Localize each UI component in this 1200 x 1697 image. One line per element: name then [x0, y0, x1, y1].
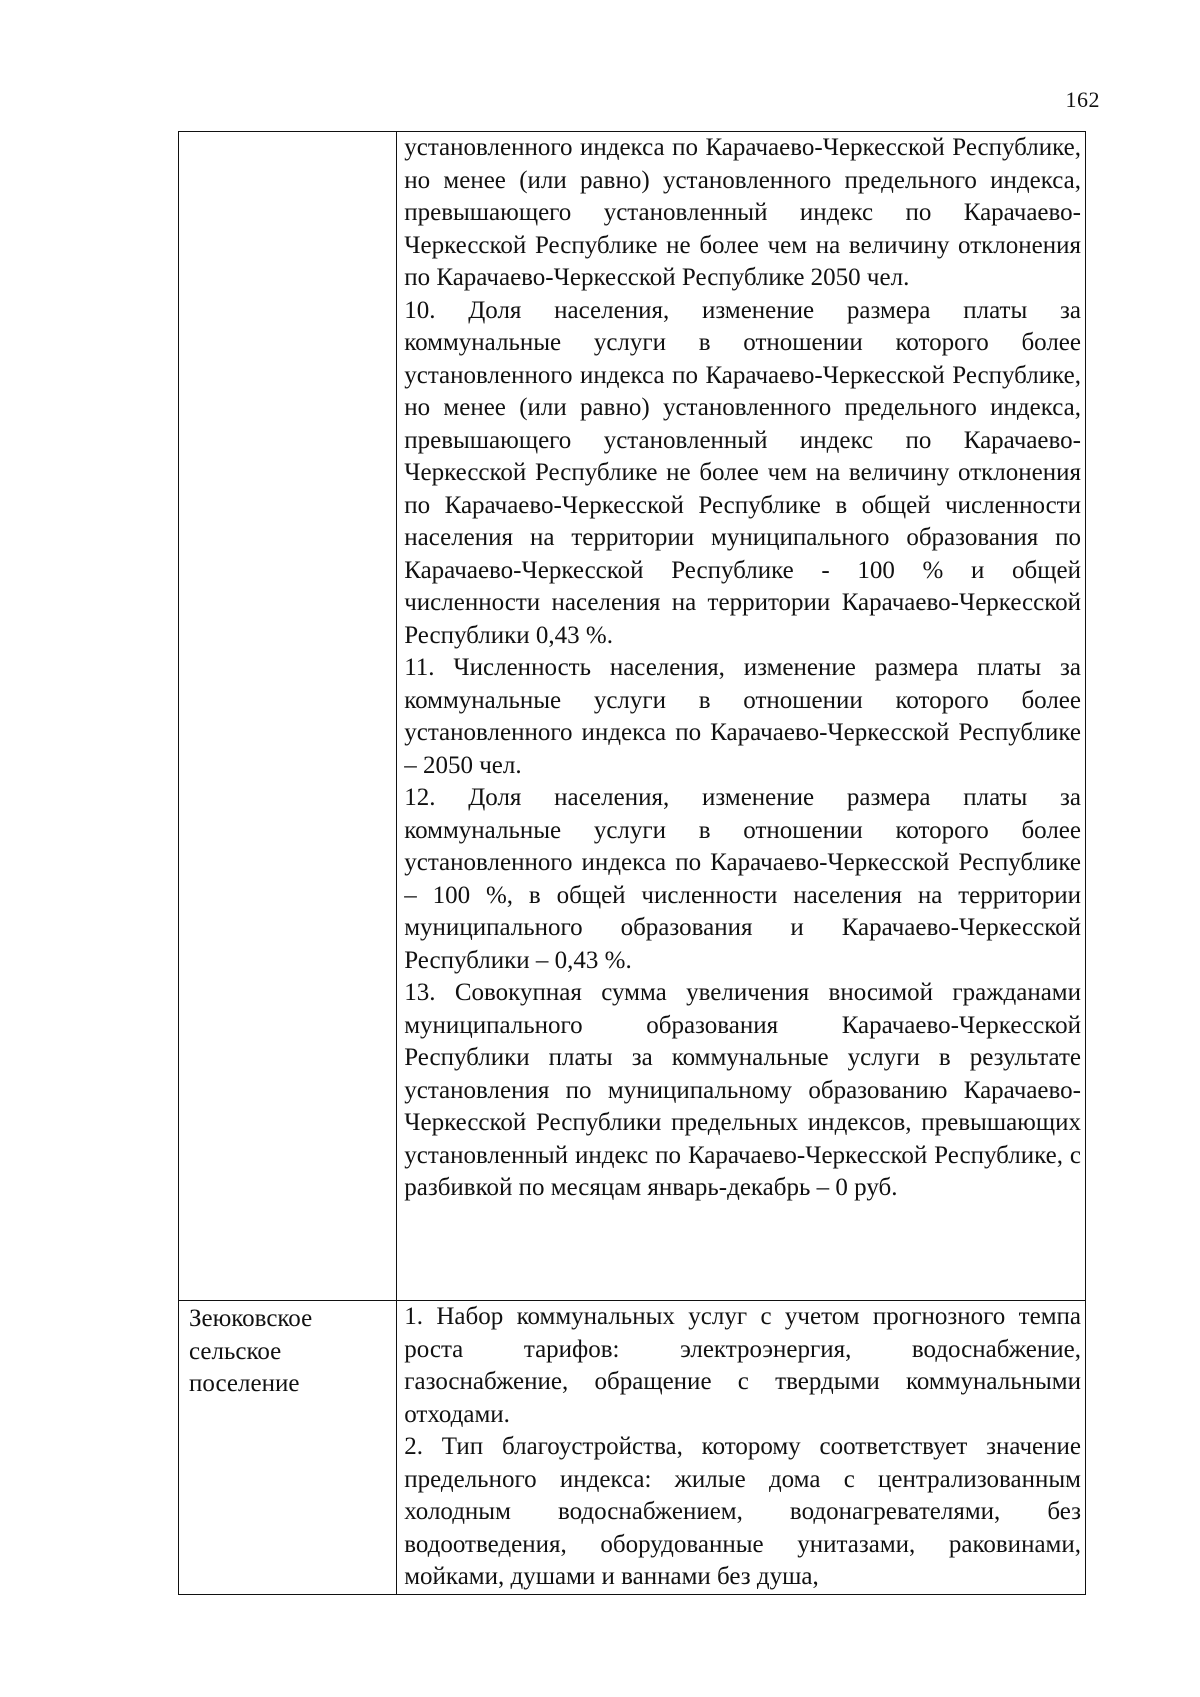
- municipality-name-line: сельское: [189, 1337, 282, 1365]
- municipality-name-cell: [179, 132, 397, 1301]
- municipality-name-cell: [179, 1301, 397, 1595]
- municipality-name-line: поселение: [189, 1370, 300, 1397]
- page-number: 162: [1065, 87, 1100, 112]
- paragraph: 1. Набор коммунальных услуг с учетом прогнозного темпа роста тарифов: электроэнергия, водоснабжение, газоснабжение, обращение с твердыми коммунальными отходами.: [404, 1303, 1081, 1428]
- paragraph: 10. Доля населения, изменение размера платы за коммунальные услуги в отношении которого более установленного индекса по Карачаево-Черкесской Республике, но менее (или равно) установленного предельного индекса, превышающего установленный индекс по Карачаево-Черкесской Республике не более чем на величину отклонения по Карачаево-Черкесской Республике в общей численности населения на территории муниципального образования по Карачаево-Черкесской Республике - 100 % и общей численности населения на территории Карачаево-Черкесской Республики 0,43 %.: [404, 296, 1081, 649]
- paragraph: 11. Численность населения, изменение размера платы за коммунальные услуги в отношении которого более установленного индекса по Карачаево-Черкесской Республике – 2050 чел.: [404, 654, 1081, 779]
- document-table: [178, 131, 1086, 1595]
- paragraph: 13. Совокупная сумма увеличения вносимой гражданами муниципального образования Карачаево-Черкесской Республики платы за коммунальные услуги в результате установления по муниципальному образованию Карачаево-Черкесской Республики предельных индексов, превышающих установленный индекс по Карачаево-Черкесской Республике, с разбивкой по месяцам январь-декабрь – 0 руб.: [404, 979, 1081, 1201]
- municipality-name-line: Зеюковское: [189, 1305, 313, 1332]
- table-row: [179, 1301, 1086, 1595]
- description-cell: [397, 1301, 1086, 1595]
- paragraph: 2. Тип благоустройства, которому соответствует значение предельного индекса: жилые дома с централизованным холодным водоснабжением, водонагревателями, без водоотведения, оборудованные унитазами, раковинами, мойками, душами и ваннами без душа,: [404, 1433, 1081, 1590]
- paragraph: установленного индекса по Карачаево-Черкесской Республике, но менее (или равно) установленного предельного индекса, превышающего установленный индекс по Карачаево-Черкесской Республике не более чем на величину отклонения по Карачаево-Черкесской Республике 2050 чел.: [404, 134, 1081, 291]
- description-cell: [397, 132, 1086, 1301]
- paragraph: 12. Доля населения, изменение размера платы за коммунальные услуги в отношении которого более установленного индекса по Карачаево-Черкесской Республике – 100 %, в общей численности населения на территории муниципального образования и Карачаево-Черкесской Республики – 0,43 %.: [404, 784, 1081, 974]
- table-row: [179, 132, 1086, 1301]
